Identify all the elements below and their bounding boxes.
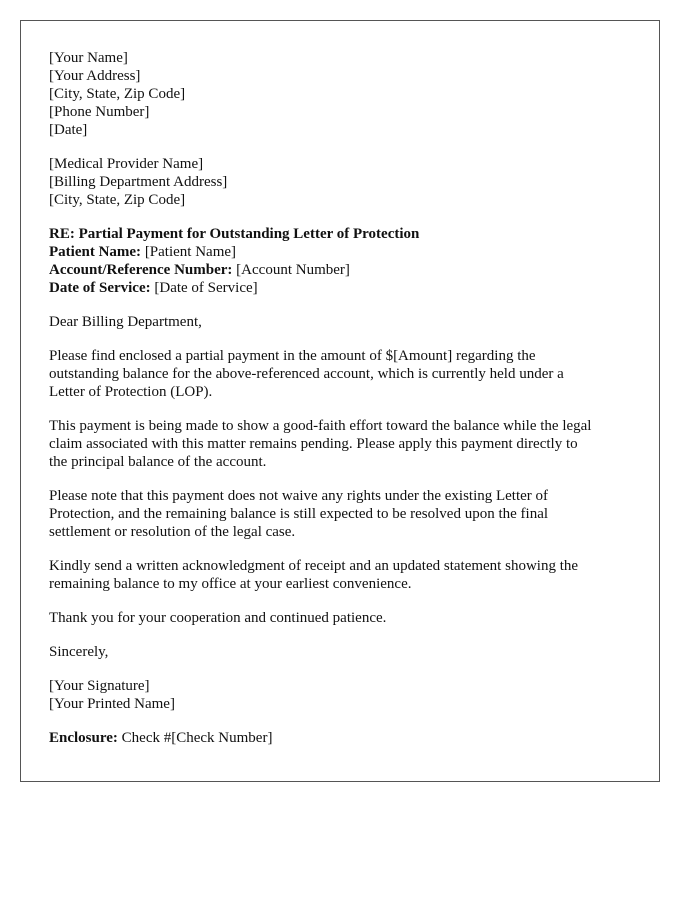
body-line: Please note that this payment does not waive any rights under the existing Letter of [49,488,549,504]
body-line: Please find enclosed a partial payment in the amount of $[Amount] regarding the [49,348,536,364]
letter-date: [Date] [49,122,88,138]
body-paragraph-4 [49,557,631,593]
salutation: Dear Billing Department, [49,314,202,330]
recipient-name: [Medical Provider Name] [49,156,204,172]
body-line: Protection, and the remaining balance is still expected to be resolved upon the final [49,506,549,522]
sender-city-state-zip: [City, State, Zip Code] [49,86,186,102]
closing: Sincerely, [49,644,109,660]
account-number-label: Account/Reference Number: [49,262,233,278]
body-paragraph-3 [49,487,631,541]
letter-page [20,20,660,782]
body-line: settlement or resolution of the legal case. [49,524,296,540]
subject-line: RE: Partial Payment for Outstanding Letter of Protection [49,226,420,242]
sender-phone: [Phone Number] [49,104,150,120]
patient-name-label: Patient Name: [49,244,142,260]
patient-name-row [49,243,631,261]
body-line: remaining balance to my office at your earliest convenience. [49,576,412,592]
body-line: claim associated with this matter remains pending. Please apply this payment directly to [49,436,578,452]
enclosure-row [49,729,631,747]
recipient-block [49,155,631,209]
subject-block [49,225,631,297]
date-of-service-row [49,279,631,297]
printed-name: [Your Printed Name] [49,696,175,712]
patient-name-value: [Patient Name] [144,244,237,260]
recipient-address: [Billing Department Address] [49,174,228,190]
sender-block [49,49,631,139]
body-paragraph-2 [49,417,631,471]
body-paragraph-5 [49,609,631,627]
sender-address: [Your Address] [49,68,141,84]
body-line: outstanding balance for the above-referenced account, which is currently held under a [49,366,564,382]
body-line: Thank you for your cooperation and continued patience. [49,610,387,626]
date-of-service-value: [Date of Service] [154,280,258,296]
body-line: the principal balance of the account. [49,454,267,470]
recipient-city-state-zip: [City, State, Zip Code] [49,192,186,208]
sender-name: [Your Name] [49,50,128,66]
enclosure-label: Enclosure: [49,730,118,746]
account-number-value: [Account Number] [236,262,350,278]
body-line: Kindly send a written acknowledgment of receipt and an updated statement showing the [49,558,579,574]
enclosure-value: Check #[Check Number] [121,730,273,746]
body-line: Letter of Protection (LOP). [49,384,213,400]
signature-block [49,677,631,713]
body-paragraph-1 [49,347,631,401]
account-number-row [49,261,631,279]
body-line: This payment is being made to show a good-faith effort toward the balance while the legal [49,418,592,434]
signature-placeholder: [Your Signature] [49,678,150,694]
date-of-service-label: Date of Service: [49,280,151,296]
